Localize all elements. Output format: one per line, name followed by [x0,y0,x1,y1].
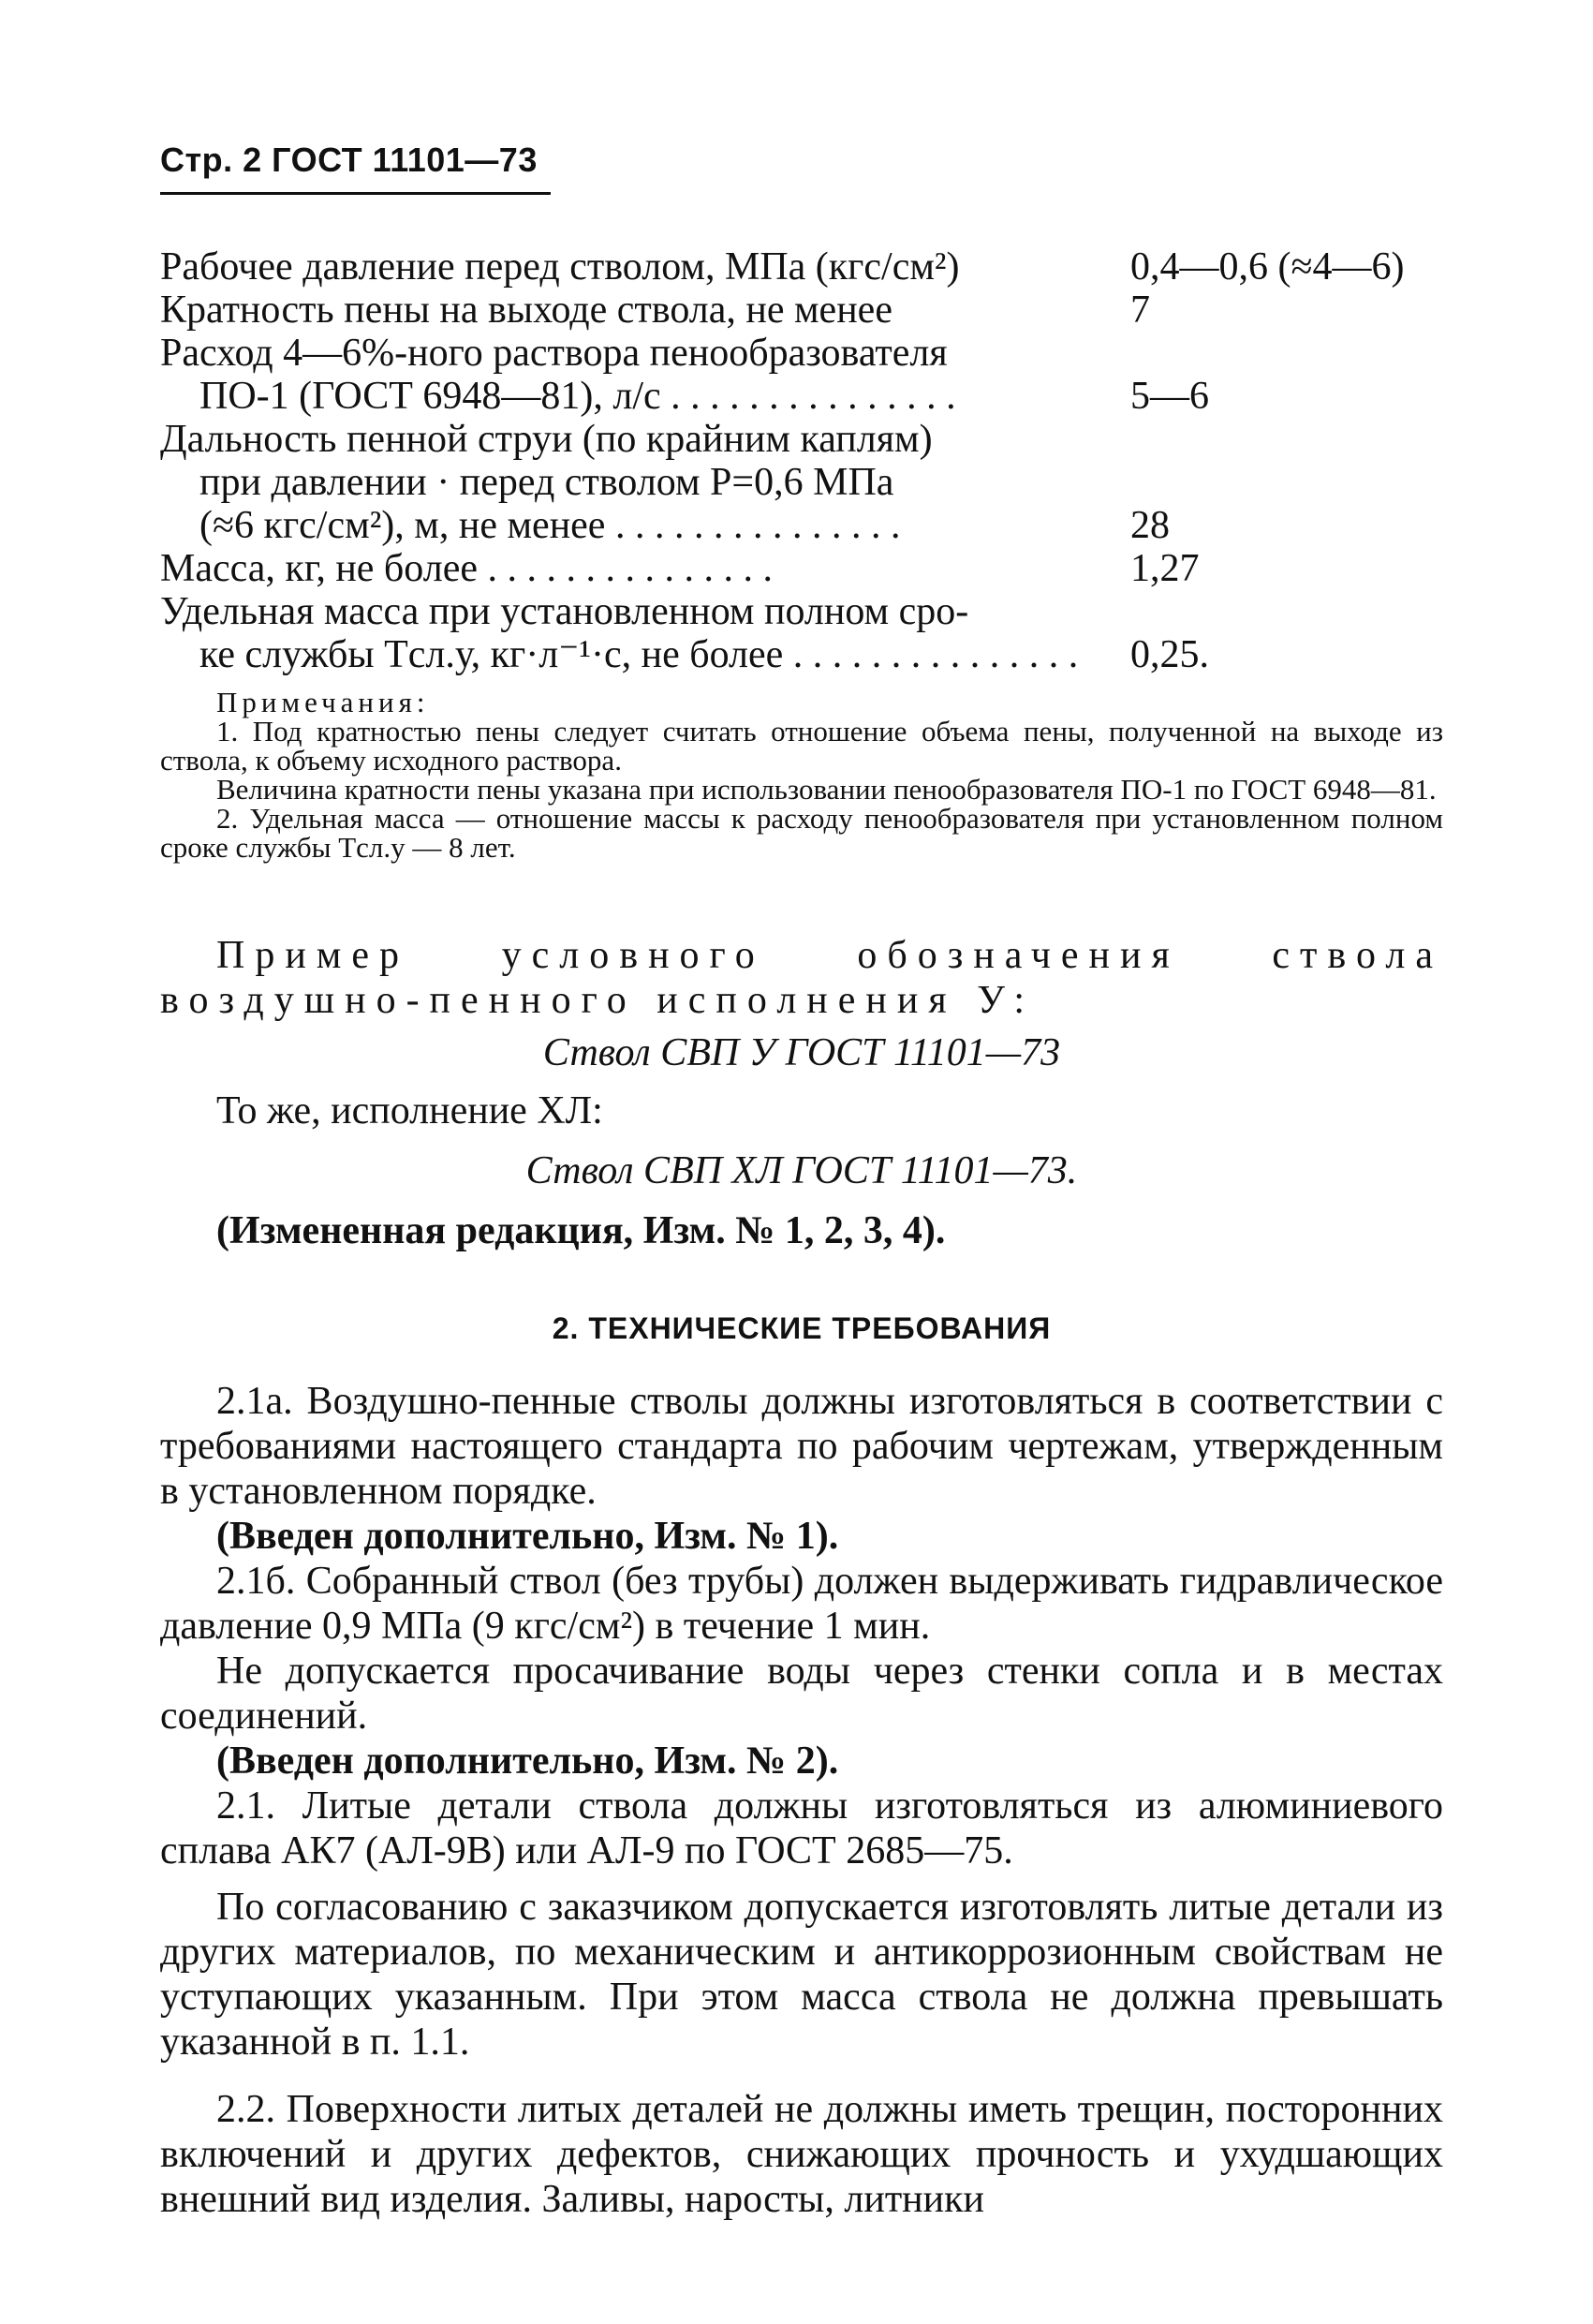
note-1b: Величина кратности пены указана при использовании пенообразователя ПО-1 по ГОСТ 6948—81. [216,773,1437,806]
para-2-1b: 2.1б. Собранный ствол (без трубы) должен выдерживать гидравлическое давление 0,9 МПа (9 кгс/см²) в течение 1 мин. [160,1560,1443,1648]
section-title: 2. ТЕХНИЧЕСКИЕ ТРЕБОВАНИЯ [552,1311,1052,1345]
amended-note: (Измененная редакция, Изм. № 1, 2, 3, 4). [216,1209,946,1252]
spec-row-specific-mass [160,633,1453,676]
spec-label: Расход 4—6%-ного раствора пенообразователя [160,332,948,375]
para-2-1-agreement: По согласованию с заказчиком допускается изготовлять литые детали из других материалов, по механическим и антикоррозионным свойствам не уступающих указанным. При этом масса ствола не должна превышать указанной в п. 1.1. [160,1886,1443,2064]
notes-heading: Примечания: [216,686,430,718]
note-2: 2. Удельная масса — отношение массы к расходу пенообразователя при установленном полном сроке службы Tсл.у — 8 лет. [160,802,1443,864]
introduced-note-2: (Введен дополнительно, Изм. № 2). [216,1739,839,1783]
page-header: Стр. 2 ГОСТ 11101—73 [160,141,538,179]
spec-label: ПО-1 (ГОСТ 6948—81), л/с . . [199,375,956,418]
introduced-note-1: (Введен дополнительно, Изм. № 1). [216,1515,839,1558]
spec-label: при давлении · перед стволом P=0,6 МПа [199,461,894,504]
same-execution: То же, исполнение ХЛ: [216,1089,603,1132]
para-2-2: 2.2. Поверхности литых деталей не должны иметь трещин, посторонних включений и других дефектов, снижающих прочность и ухудшающих внешний вид изделия. Заливы, наросты, литники [160,2088,1443,2221]
spec-label: ке службы Tсл.у, кг·л⁻¹·с, не более . . [199,633,1078,676]
example-intro: Пример условного обозначения ствола воздушно-пенного исполнения У: [160,934,1443,1022]
spec-value: 0,25. [1123,633,1209,676]
designation-2: Ствол СВП ХЛ ГОСТ 11101—73. [525,1149,1078,1192]
spec-value: 7 [1123,289,1150,332]
notes-block [160,688,1443,862]
designation-1: Ствол СВП У ГОСТ 11101—73 [542,1031,1061,1074]
spec-row-consumption [160,375,1453,418]
spec-label: Кратность пены на выходе ствола, не менее [160,289,892,332]
spec-label: Рабочее давление перед стволом, МПа (кгс/см²) [160,245,960,289]
spec-value: 5—6 [1123,375,1209,418]
spec-label: Масса, кг, не более . . [160,547,773,590]
spec-label: (≈6 кгс/см²), м, не менее . . [199,504,900,547]
spec-label: Дальность пенной струи (по крайним каплям) [160,418,933,461]
para-2-1b-leak: Не допускается просачивание воды через стенки сопла и в местах соединений. [160,1650,1443,1738]
header-rule [160,192,551,195]
spec-label: Удельная масса при установленном полном сро- [160,590,969,633]
para-2-1: 2.1. Литые детали ствола должны изготовляться из алюминиевого сплава АК7 (АЛ-9В) или АЛ-9 по ГОСТ 2685—75. [160,1784,1443,1873]
spec-value: 1,27 [1123,547,1200,590]
spec-row-range [160,504,1453,547]
spec-value: 28 [1123,504,1170,547]
note-1: 1. Под кратностью пены следует считать отношение объема пены, полученной на выходе из ствола, к объему исходного раствора. [160,715,1443,777]
para-2-1a: 2.1а. Воздушно-пенные стволы должны изготовляться в соответствии с требованиями настоящего стандарта по рабочим чертежам, утвержденным в установленном порядке. [160,1380,1443,1513]
spec-value: 0,4—0,6 (≈4—6) [1123,245,1405,289]
spec-row-mass [160,547,1453,590]
